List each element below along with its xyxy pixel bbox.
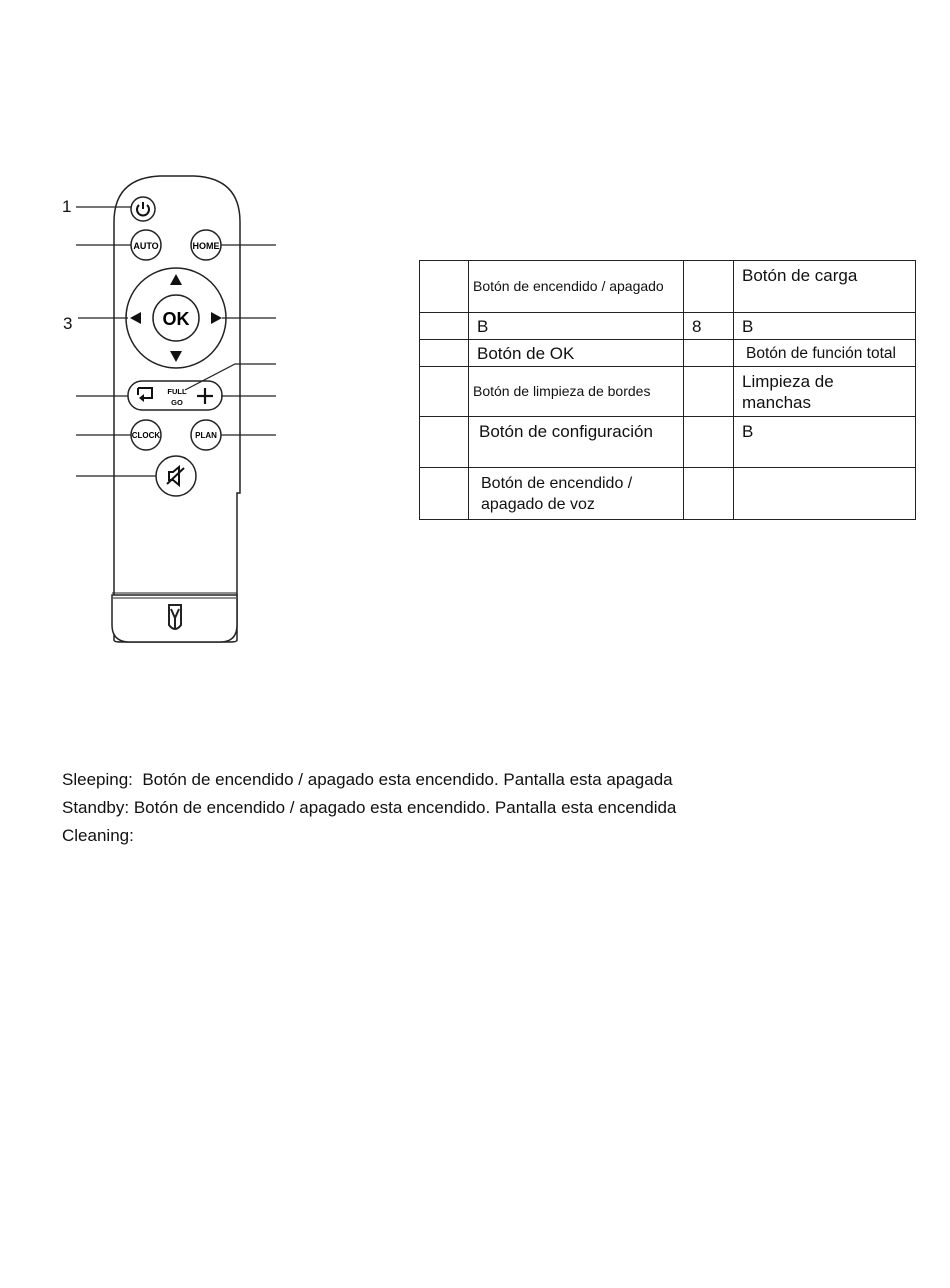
- legend-number: [684, 468, 734, 520]
- mute-button[interactable]: [156, 456, 196, 496]
- auto-label: AUTO: [133, 241, 159, 251]
- legend-label: Limpieza de manchas: [734, 367, 916, 417]
- legend-label: Botón de carga: [734, 261, 916, 313]
- legend-label: Botón de encendido / apagado: [469, 261, 684, 313]
- legend-label: [734, 468, 916, 520]
- legend-number: [420, 417, 469, 468]
- home-button[interactable]: [191, 230, 221, 260]
- legend-number: [684, 367, 734, 417]
- legend-label: B: [469, 313, 684, 340]
- table-row: [420, 313, 916, 340]
- callout-number-3: 3: [63, 314, 73, 333]
- table-row: [420, 340, 916, 367]
- auto-button[interactable]: [131, 230, 161, 260]
- status-label: Standby:: [62, 798, 130, 817]
- table-row: [420, 417, 916, 468]
- legend-number: [420, 468, 469, 520]
- plan-label: PLAN: [195, 431, 217, 440]
- legend-label: B: [734, 313, 916, 340]
- ok-label: OK: [162, 309, 190, 329]
- home-label: HOME: [192, 241, 220, 251]
- power-button[interactable]: [131, 197, 155, 221]
- ok-button[interactable]: [153, 295, 199, 341]
- legend-number: 8: [684, 313, 734, 340]
- status-text: Botón de encendido / apagado esta encendido. Pantalla esta encendida: [133, 798, 677, 817]
- clock-label: CLOCK: [131, 431, 161, 440]
- legend-label: Botón de OK: [469, 340, 684, 367]
- full-go-top-label[interactable]: FULL: [167, 387, 187, 396]
- legend-label: Botón de función total: [734, 340, 916, 367]
- legend-number: [420, 367, 469, 417]
- full-go-bottom-label: GO: [171, 398, 183, 407]
- clock-button[interactable]: [131, 420, 161, 450]
- callout-number-1: 1: [62, 197, 72, 216]
- legend-number: [420, 313, 469, 340]
- plan-button[interactable]: [191, 420, 221, 450]
- legend-label: Botón de configuración: [469, 417, 684, 468]
- table-row: [420, 367, 916, 417]
- legend-label: Botón de encendido / apagado de voz: [469, 468, 684, 520]
- status-line-sleeping: [62, 766, 676, 794]
- status-label: Sleeping:: [62, 770, 133, 789]
- legend-number: [420, 340, 469, 367]
- legend-number: [684, 340, 734, 367]
- legend-number: [684, 417, 734, 468]
- table-row: [420, 261, 916, 313]
- full-go-bar: [128, 381, 222, 410]
- legend-number: [420, 261, 469, 313]
- legend-label: Botón de limpieza de bordes: [469, 367, 684, 417]
- status-descriptions: [62, 766, 676, 850]
- legend-label: B: [734, 417, 916, 468]
- legend-number: [684, 261, 734, 313]
- status-text: Botón de encendido / apagado esta encendido. Pantalla esta apagada: [142, 770, 673, 789]
- table-row: [420, 468, 916, 520]
- status-line-cleaning: [62, 822, 676, 850]
- status-label: Cleaning:: [62, 826, 134, 845]
- legend-table: [419, 260, 916, 520]
- status-line-standby: [62, 794, 676, 822]
